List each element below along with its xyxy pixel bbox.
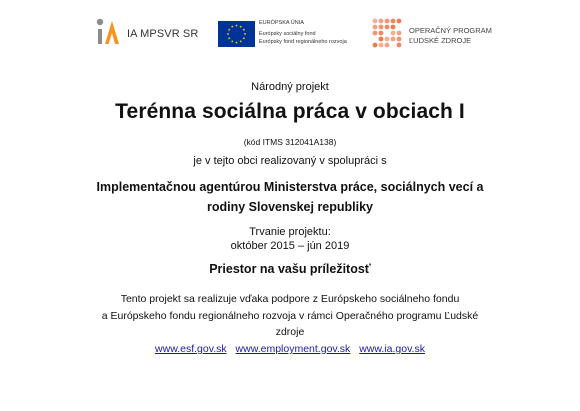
op-logo-line2: ĽUDSKÉ ZDROJE [409, 36, 472, 45]
description-line2: a Európskeho fondu regionálneho rozvoja v rámci Operačného programu Ľudské [101, 310, 479, 322]
op-logo-line1: OPERAČNÝ PROGRAM [409, 26, 492, 35]
agency-name-line2: rodiny Slovenskej republiky [206, 200, 374, 214]
op-dot-icon [385, 19, 390, 24]
link-employment[interactable]: www.employment.gov.sk [235, 343, 351, 355]
eu-logo-fund-social: Európsky sociálny fond [259, 31, 316, 37]
ia-mpsvr-logo-text: IA MPSVR SR [127, 28, 199, 40]
links-row [0, 343, 580, 355]
op-dot-icon [379, 19, 384, 24]
description-line3: zdroje [275, 326, 305, 338]
link-esf[interactable]: www.esf.gov.sk [155, 343, 227, 355]
op-dot-icon [379, 25, 384, 30]
link-ia[interactable]: www.ia.gov.sk [359, 343, 425, 355]
op-dot-icon [397, 19, 402, 24]
op-dots-logo-icon [372, 18, 402, 48]
op-dot-icon [373, 43, 378, 48]
op-dot-icon [397, 43, 402, 48]
op-dot-icon [385, 37, 390, 42]
eu-logo-title: EURÓPSKA ÚNIA [259, 20, 304, 26]
ia-mpsvr-logo [95, 17, 205, 49]
ia-mpsvr-logo-mark-icon [95, 17, 121, 47]
project-title: Terénna sociálna práca v obciach I [115, 100, 465, 123]
op-dot-icon [385, 43, 390, 48]
op-dot-icon [379, 31, 384, 36]
eu-logo-fund-regional: Európsky fond regionálneho rozvoja [259, 39, 347, 45]
description-line1: Tento projekt sa realizuje vďaka podpore z Európskeho sociálneho fondu [120, 293, 460, 305]
op-dot-icon [385, 25, 390, 30]
op-dot-icon [379, 37, 384, 42]
op-dot-icon [391, 19, 396, 24]
project-intro: Národný projekt [251, 81, 329, 93]
op-dot-icon [391, 25, 396, 30]
itms-code: (kód ITMS 312041A138) [243, 137, 337, 147]
duration-value: október 2015 – jún 2019 [230, 240, 350, 252]
op-dot-icon [397, 31, 402, 36]
duration-label: Trvanie projektu: [249, 226, 331, 238]
op-dot-icon [373, 19, 378, 24]
op-dot-icon [391, 37, 396, 42]
op-dot-icon [379, 43, 384, 48]
op-dot-icon [391, 31, 396, 36]
eu-flag-icon [218, 21, 255, 47]
op-dot-icon [397, 37, 402, 42]
agency-name-line1: Implementačnou agentúrou Ministerstva práce, sociálnych vecí a [96, 180, 484, 194]
op-ludske-zdroje-logo [372, 18, 502, 50]
op-dot-icon [373, 25, 378, 30]
tagline: Priestor na vašu príležitosť [209, 262, 371, 276]
eu-logo [218, 20, 358, 50]
realized-text: je v tejto obci realizovaný v spolupráci s [193, 155, 387, 167]
op-dot-icon [373, 31, 378, 36]
